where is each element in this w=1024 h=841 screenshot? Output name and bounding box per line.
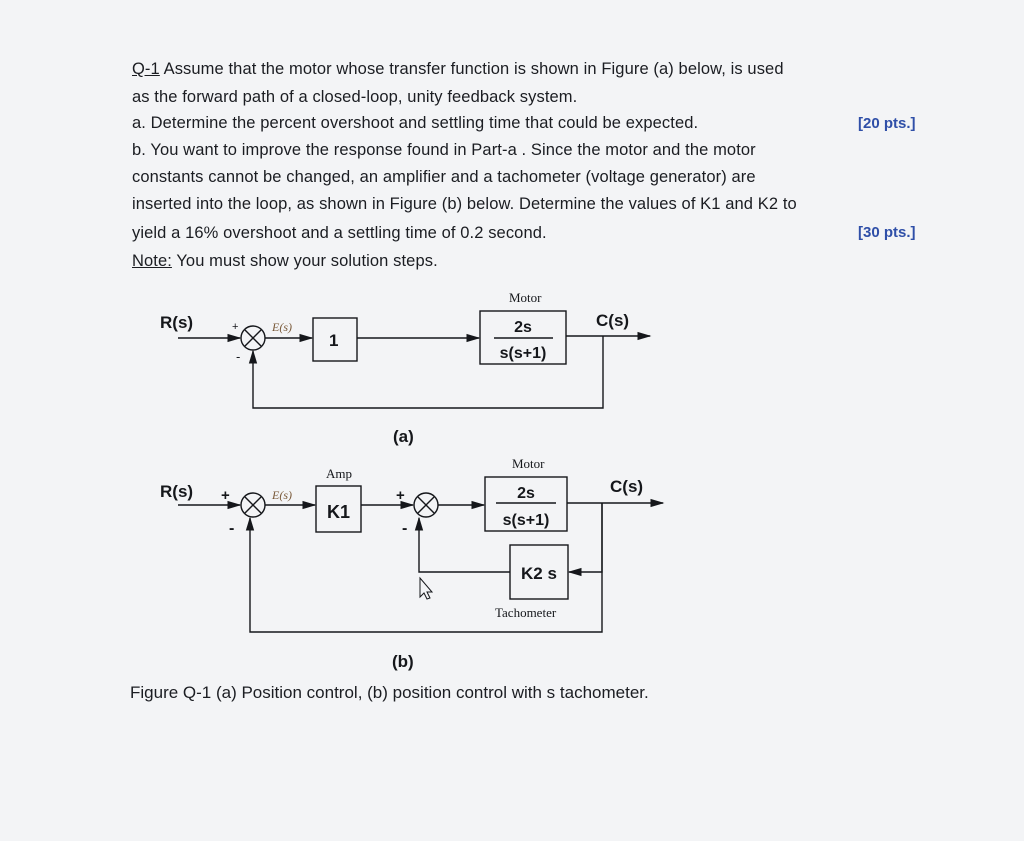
error-label-a: E(s) — [272, 320, 292, 334]
amp-label: Amp — [326, 466, 352, 481]
intro-text: Assume that the motor whose transfer function is shown in Figure (a) below, is used — [163, 60, 784, 78]
part-b-points: [30 pts.] — [858, 224, 916, 241]
motor-label-b: Motor — [512, 456, 545, 471]
part-b-line-4: yield a 16% overshoot and a settling time of 0.2 second. — [132, 224, 547, 242]
input-label-b: R(s) — [160, 482, 194, 501]
question-number: Q-1 — [132, 60, 160, 78]
mouse-cursor-icon — [420, 578, 432, 599]
error-label-b: E(s) — [272, 488, 292, 502]
tachometer-gain: K2 s — [521, 564, 557, 583]
note-text: You must show your solution steps. — [171, 252, 438, 270]
tach-feedback-path — [419, 518, 510, 572]
part-b-line-2: constants cannot be changed, an amplifier and a tachometer (voltage generator) are — [132, 168, 756, 186]
motor-numerator-a: 2s — [514, 319, 532, 336]
feedback-path-a — [253, 336, 603, 408]
minus-sign-a: - — [236, 349, 241, 364]
figure-b-diagram — [178, 477, 663, 632]
figure-a-label: (a) — [393, 427, 414, 446]
motor-denominator-b: s(s+1) — [502, 512, 550, 529]
gain-value-a: 1 — [329, 331, 339, 350]
output-label-a: C(s) — [596, 311, 630, 330]
part-a-text: a. Determine the percent overshoot and settling time that could be expected. — [132, 114, 699, 132]
motor-numerator-b: 2s — [517, 485, 535, 502]
plus-sign-a: + — [232, 321, 239, 333]
figure-caption: Figure Q-1 (a) Position control, (b) position control with s tachometer. — [130, 683, 649, 702]
motor-denominator-a: s(s+1) — [499, 345, 547, 362]
input-label-a: R(s) — [160, 313, 194, 332]
plus-sign-b1: + — [221, 487, 230, 504]
plus-sign-b2: + — [396, 487, 405, 504]
part-a-points: [20 pts.] — [858, 115, 916, 132]
minus-sign-b1: - — [229, 520, 235, 537]
tachometer-label: Tachometer — [495, 605, 557, 620]
output-label-b: C(s) — [610, 477, 644, 496]
part-b-line-3: inserted into the loop, as shown in Figure (b) below. Determine the values of K1 and K2 to — [132, 195, 797, 213]
figure-b-label: (b) — [392, 652, 414, 671]
part-b-line-1: b. You want to improve the response found in Part-a . Since the motor and the motor — [132, 141, 756, 159]
motor-label-a: Motor — [509, 290, 542, 305]
question-intro-line-2: as the forward path of a closed-loop, unity feedback system. — [132, 88, 578, 106]
amp-gain: K1 — [327, 502, 351, 522]
note-label: Note: — [132, 252, 172, 270]
figure-a-diagram — [178, 311, 650, 408]
minus-sign-b2: - — [402, 520, 408, 537]
